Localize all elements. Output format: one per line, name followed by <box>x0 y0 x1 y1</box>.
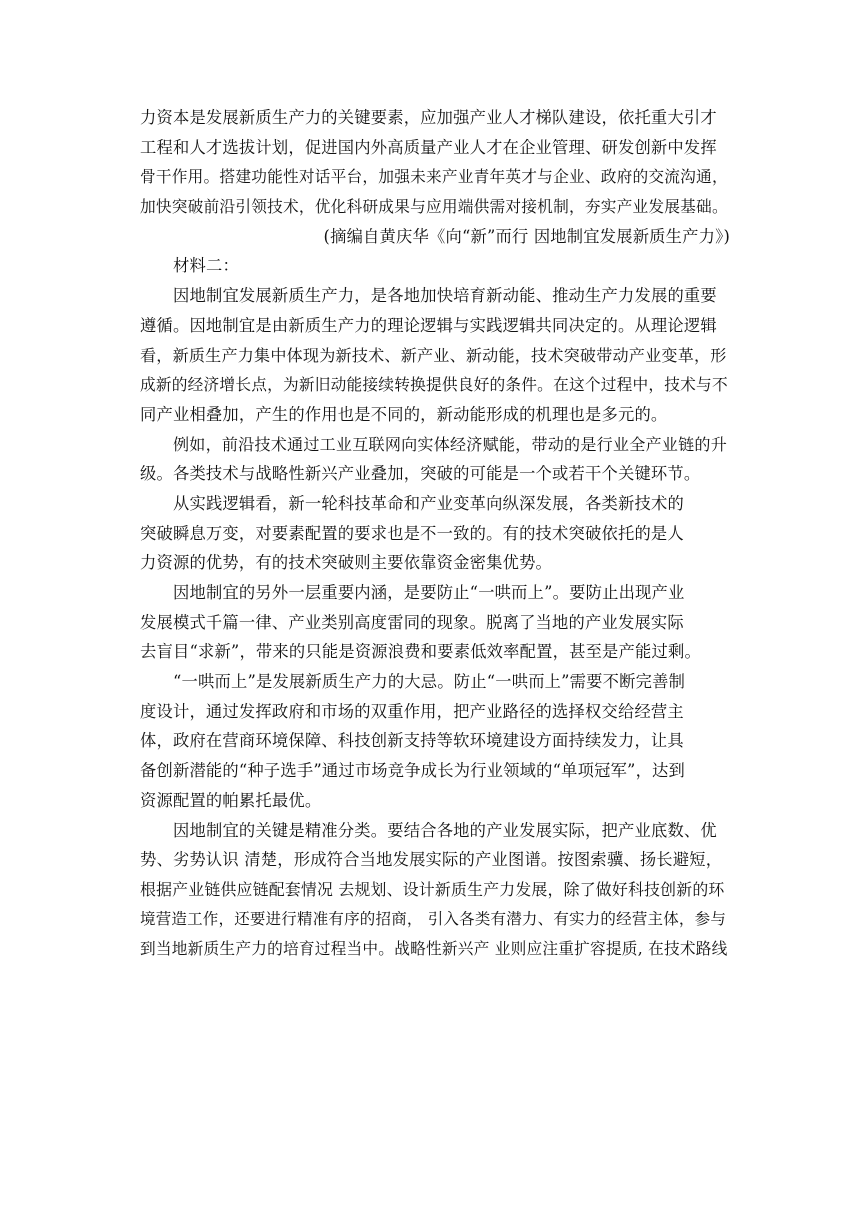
text-line: 加快突破前沿引领技术，优化科研成果与应用端供需对接机制，夯实产业发展基础。 <box>140 197 728 217</box>
text-line: 根据产业链供应链配套情况 去规划、设计新质生产力发展，除了做好科技创新的环 <box>140 879 725 899</box>
text-line: 力资本是发展新质生产力的关键要素，应加强产业人才梯队建设，依托重大引才 <box>140 108 717 127</box>
text-line: 势、劣势认识 清楚，形成符合当地发展实际的产业图谱。按图索骥、扬长避短， <box>140 850 723 870</box>
text-line: 因地制宜的另外一层重要内涵，是要防止“一哄而上”。要防止出现产业 <box>173 583 685 602</box>
text-line: 境营造工作，还要进行精准有序的招商， 引入各类有潜力、有实力的经营主体，参与 <box>140 909 727 928</box>
text-line: (摘编自黄庆华《向“新”而行 因地制宜发展新质生产力》) <box>323 226 730 246</box>
text-line: 因地制宜的关键是精准分类。要结合各地的产业发展实际，把产业底数、优 <box>173 820 717 840</box>
text-line: 工程和人才选拔计划，促进国内外高质量产业人才在企业管理、研发创新中发挥 <box>140 137 717 157</box>
text-line: 备创新潜能的“种子选手”通过市场竞争成长为行业领域的“单项冠军”，达到 <box>140 761 686 781</box>
text-line: 例如，前沿技术通过工业互联网向实体经济赋能，带动的是行业全产业链的升 <box>173 434 727 454</box>
text-line: 力资源的优势，有的技术突破则主要依靠资金密集优势。 <box>140 553 553 573</box>
text-line: 度设计，通过发挥政府和市场的双重作用，把产业路径的选择权交给经营主 <box>140 701 684 721</box>
text-line: 成新的经济增长点，为新旧动能接续转换提供良好的条件。在这个过程中，技术与不 <box>140 375 728 395</box>
text-line: 到当地新质生产力的培育过程当中。战略性新兴产 业则应注重扩容提质, 在技术路线 <box>140 939 728 959</box>
text-line: 级。各类技术与战略性新兴产业叠加，突破的可能是一个或若干个关键环节。 <box>140 464 701 484</box>
text-line: 发展模式千篇一律、产业类别高度雷同的现象。脱离了当地的产业发展实际 <box>140 612 684 632</box>
text-line: 看，新质生产力集中体现为新技术、新产业、新动能，技术突破带动产业变革，形 <box>140 345 727 365</box>
document-page <box>140 103 730 964</box>
text-line: 资源配置的帕累托最优。 <box>140 790 322 810</box>
text-line: 骨干作用。搭建功能性对话平台，加强未来产业青年英才与企业、政府的交流沟通， <box>140 167 728 187</box>
text-line: 体，政府在营商环境保障、科技创新支持等软环境建设方面持续发力，让具 <box>140 731 684 751</box>
text-line: 同产业相叠加，产生的作用也是不同的，新动能形成的机理也是多元的。 <box>140 404 668 424</box>
text-line: “一哄而上”是发展新质生产力的大忌。防止“一哄而上”需要不断完善制 <box>173 672 686 692</box>
text-line: 去盲目“求新”，带来的只能是资源浪费和要素低效率配置，甚至是产能过剩。 <box>140 642 701 662</box>
text-line: 突破瞬息万变，对要素配置的要求也是不一致的。有的技术突破依托的是人 <box>140 523 684 543</box>
text-line: 从实践逻辑看，新一轮科技革命和产业变革向纵深发展，各类新技术的 <box>173 493 684 513</box>
text-line: 因地制宜发展新质生产力，是各地加快培育新动能、推动生产力发展的重要 <box>173 286 717 306</box>
text-line: 材料二： <box>173 256 239 276</box>
text-line: 遵循。因地制宜是由新质生产力的理论逻辑与实践逻辑共同决定的。从理论逻辑 <box>140 315 717 335</box>
